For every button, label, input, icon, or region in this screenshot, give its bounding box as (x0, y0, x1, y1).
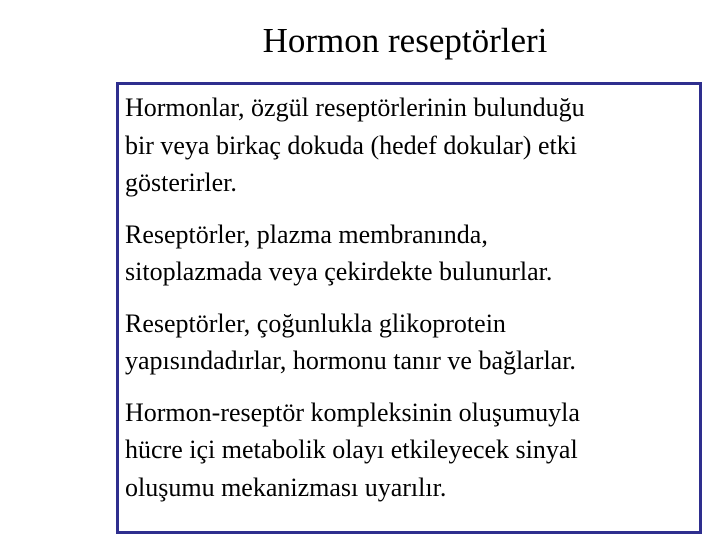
paragraph-hormone-target-tissues (125, 89, 699, 202)
paragraph-receptor-structure (125, 305, 699, 380)
text-line: oluşumu mekanizması uyarılır. (125, 472, 447, 502)
slide-title: Hormon reseptörleri (262, 21, 548, 60)
text-line: hücre içi metabolik olayı etkileyecek sinyal (125, 435, 578, 464)
text-line: bir veya birkaç dokuda (hedef dokular) etki (125, 130, 577, 160)
content-box (116, 82, 702, 534)
text-line: gösterirler. (125, 168, 237, 197)
text-line: Hormonlar, özgül reseptörlerinin bulunduğu (125, 93, 585, 122)
text-line: sitoplazmada veya çekirdekte bulunurlar. (125, 257, 553, 286)
text-line: yapısındadırlar, hormonu tanır ve bağlarlar. (125, 346, 576, 375)
paragraph-signal-mechanism (125, 394, 699, 507)
text-line: Hormon-reseptör kompleksinin oluşumuyla (125, 397, 580, 427)
paragraph-receptor-locations (125, 216, 699, 291)
text-line: Reseptörler, plazma membranında, (125, 219, 488, 249)
text-line: Reseptörler, çoğunlukla glikoprotein (125, 308, 506, 338)
